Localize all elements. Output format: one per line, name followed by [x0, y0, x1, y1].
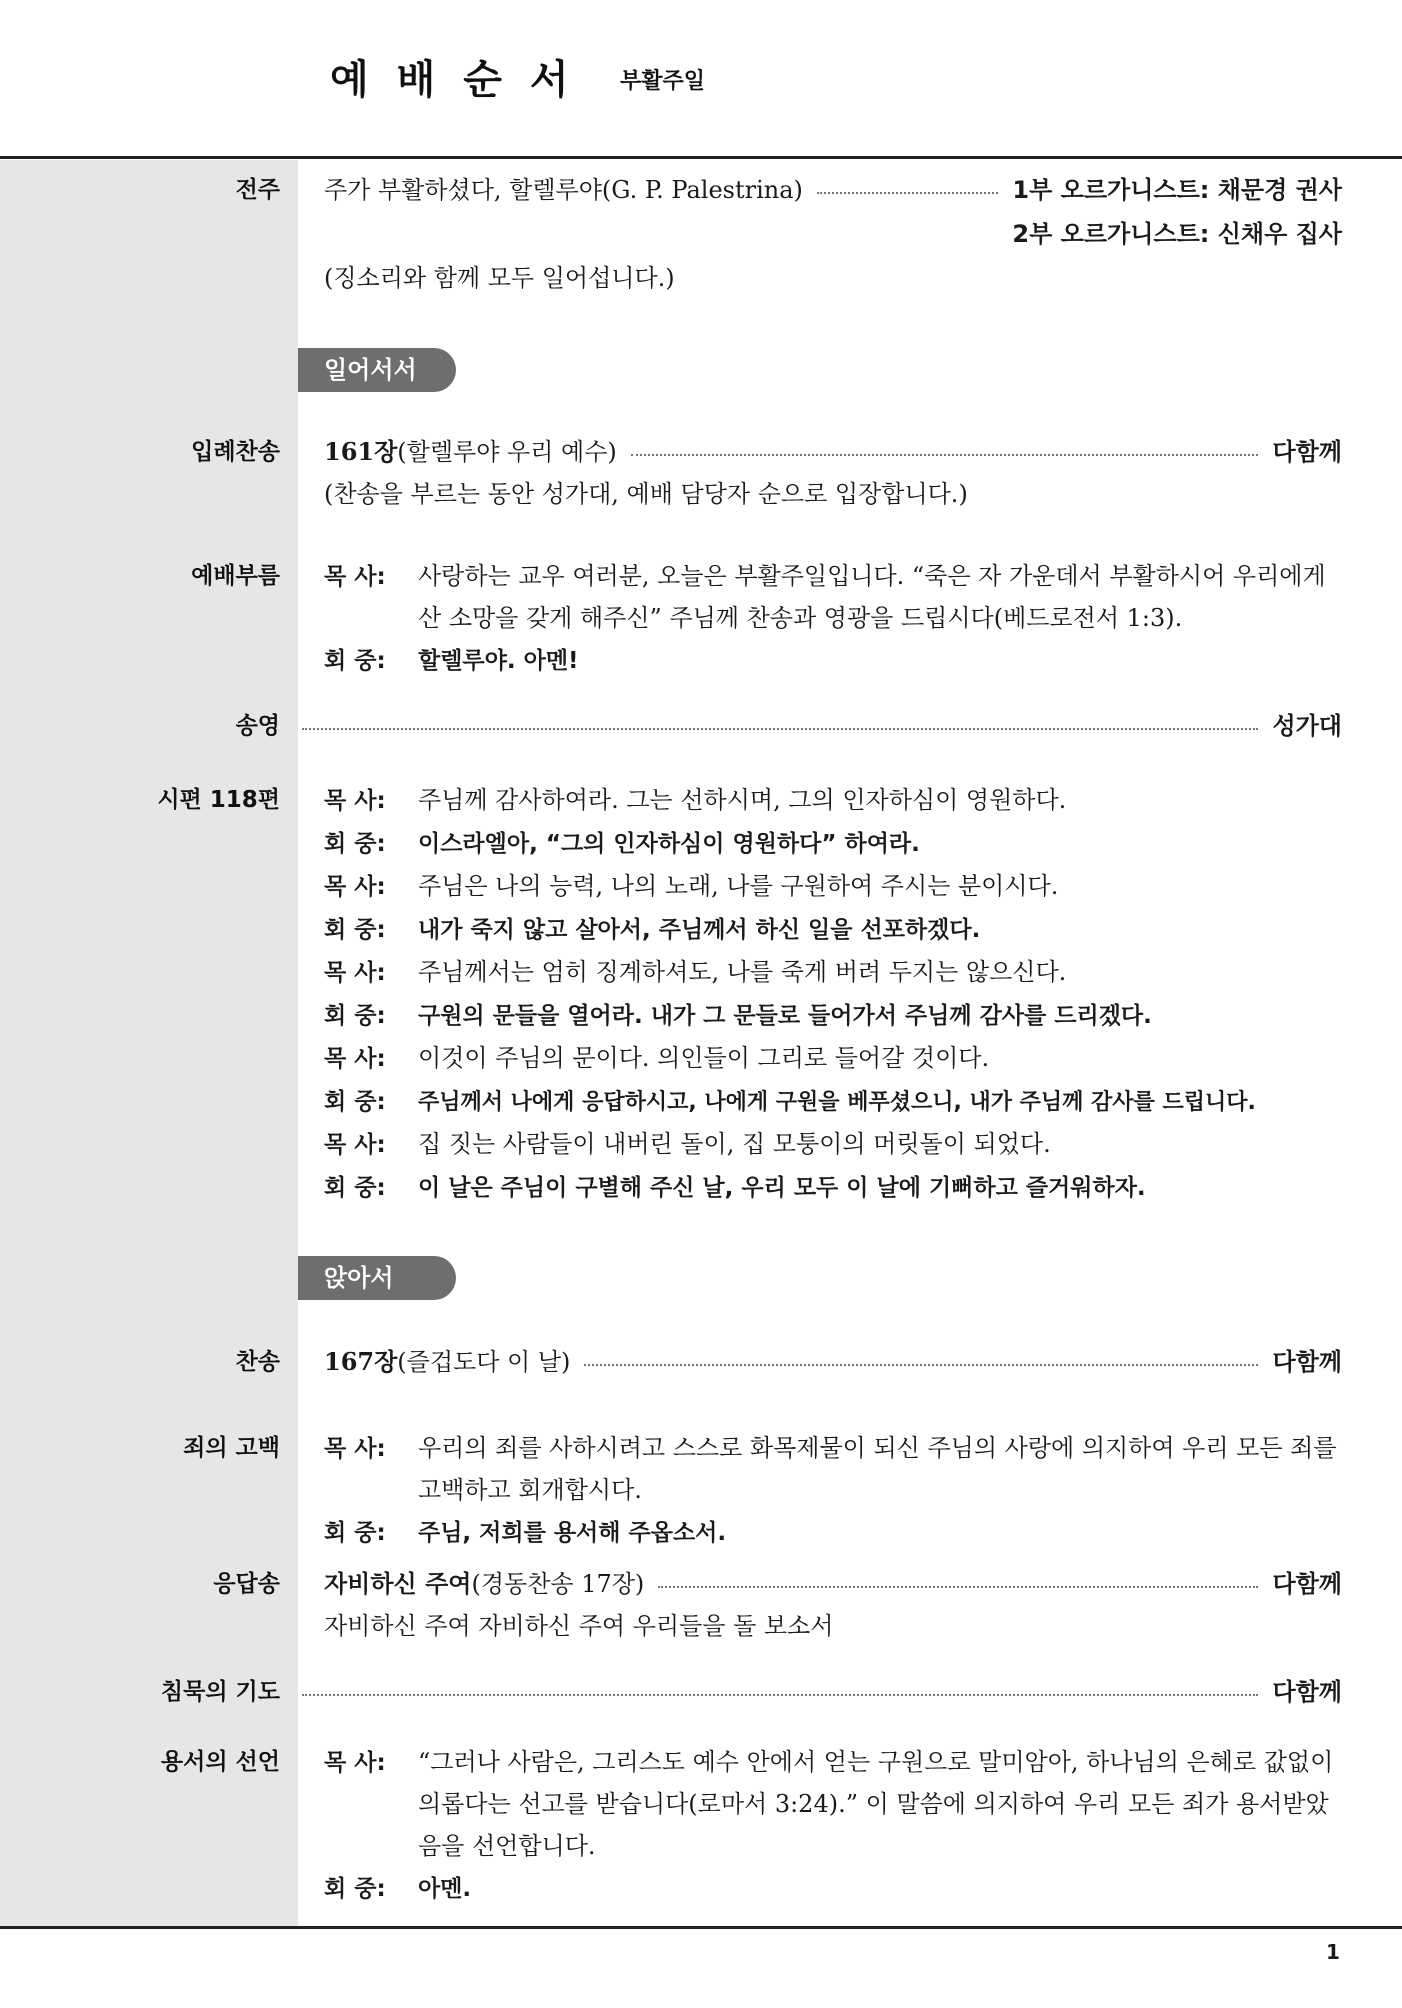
performer: 다함께	[1272, 438, 1342, 466]
section-label: 시편 118편	[157, 787, 280, 813]
top-rule	[0, 156, 1402, 159]
speaker: 회 중:	[324, 1175, 386, 1201]
litany-text: “그러나 사람은, 그리스도 예수 안에서 얻는 구원으로 말미암아, 하나님의 은혜로 값없이	[418, 1748, 1334, 1776]
litany-continuation: 음을 선언합니다.	[418, 1832, 596, 1860]
litany-line	[324, 1167, 1342, 1208]
speaker: 목 사:	[324, 1132, 386, 1158]
dot-leader	[584, 1364, 1258, 1366]
hymn-number: 167장	[324, 1347, 398, 1376]
section-label: 송영	[235, 713, 280, 739]
page-title: 예배순서	[330, 57, 597, 103]
litany-continuation: 고백하고 회개합시다.	[418, 1476, 642, 1504]
label-column	[0, 160, 298, 1926]
litany-text: 사랑하는 교우 여러분, 오늘은 부활주일입니다. “죽은 자 가운데서 부활하시어 우리에게	[418, 562, 1326, 590]
response-line	[324, 1564, 1342, 1604]
performer-2-line	[324, 214, 1342, 254]
litany-continuation: 의롭다는 선고를 받습니다(로마서 3:24).” 이 말씀에 의지하여 우리 모든 죄가 용서받았	[418, 1790, 1329, 1818]
section-label: 전주	[235, 177, 280, 203]
litany-text: 집 짓는 사람들이 내버린 돌이, 집 모퉁이의 머릿돌이 되었다.	[418, 1130, 1051, 1158]
litany-line	[324, 1038, 1342, 1079]
section-label: 침묵의 기도	[160, 1679, 280, 1705]
section-label: 찬송	[235, 1349, 280, 1375]
speaker: 목 사:	[324, 960, 386, 986]
dot-leader	[658, 1586, 1258, 1588]
speaker: 회 중:	[324, 1520, 386, 1546]
litany-text: 주님께서 나에게 응답하시고, 나에게 구원을 베푸셨으니, 내가 주님께 감사를 드립니다.	[418, 1090, 1256, 1115]
performer-2: 2부 오르가니스트: 신채우 집사	[1012, 220, 1342, 248]
bottom-rule	[0, 1926, 1402, 1929]
page-number: 1	[1326, 1940, 1340, 1964]
speaker: 회 중:	[324, 1876, 386, 1902]
speaker: 목 사:	[324, 788, 386, 814]
performer-1: 1부 오르가니스트: 채문경 권사	[1012, 176, 1342, 204]
litany-text: 주님께서는 엄히 징계하셔도, 나를 죽게 버려 두지는 않으신다.	[418, 958, 1067, 986]
section-tab-stand: 일어서서	[298, 348, 456, 392]
hymn-title: (즐겁도다 이 날)	[397, 1348, 571, 1376]
litany-line	[324, 952, 1342, 993]
litany-text: 주님께 감사하여라. 그는 선하시며, 그의 인자하심이 영원하다.	[418, 786, 1067, 814]
litany-line	[324, 1081, 1342, 1123]
speaker: 회 중:	[324, 831, 386, 857]
litany-text: 할렐루야. 아멘!	[418, 648, 579, 674]
prelude-piece: 주가 부활하셨다, 할렐루야(G. P. Palestrina)	[324, 176, 803, 204]
performer: 다함께	[1272, 1348, 1342, 1376]
section-label: 입례찬송	[191, 439, 280, 465]
prelude-note: (징소리와 함께 모두 일어섭니다.)	[324, 264, 675, 292]
silent-prayer-line	[298, 1672, 1342, 1712]
litany-line	[324, 556, 1342, 597]
speaker: 목 사:	[324, 1436, 386, 1462]
litany-line	[324, 780, 1342, 821]
processional-line	[324, 432, 1342, 472]
litany-continuation: 산 소망을 갖게 해주신” 주님께 찬송과 영광을 드립시다(베드로전서 1:3).	[418, 604, 1183, 632]
litany-line	[324, 866, 1342, 907]
speaker: 회 중:	[324, 648, 386, 674]
litany-text: 이것이 주님의 문이다. 의인들이 그리로 들어갈 것이다.	[418, 1044, 990, 1072]
litany-text: 이스라엘아, “그의 인자하심이 영원하다” 하여라.	[418, 831, 920, 857]
litany-text: 우리의 죄를 사하시려고 스스로 화목제물이 되신 주님의 사랑에 의지하여 우리 모든 죄를	[418, 1434, 1337, 1462]
page-subtitle: 부활주일	[620, 69, 706, 94]
hymn-number: 161장	[324, 437, 398, 466]
litany-text: 주님, 저희를 용서해 주옵소서.	[418, 1520, 727, 1546]
dot-leader	[817, 192, 999, 194]
performer: 다함께	[1272, 1678, 1342, 1706]
litany-line	[324, 1428, 1342, 1469]
litany-line	[324, 1512, 1342, 1553]
response-ref: (경동찬송 17장)	[471, 1570, 645, 1598]
litany-line	[324, 640, 1342, 681]
performer: 다함께	[1272, 1570, 1342, 1598]
speaker: 목 사:	[324, 564, 386, 590]
speaker: 회 중:	[324, 917, 386, 943]
speaker: 목 사:	[324, 1046, 386, 1072]
speaker: 목 사:	[324, 1750, 386, 1776]
dot-leader	[631, 454, 1259, 456]
section-label: 응답송	[213, 1571, 280, 1597]
performer: 성가대	[1272, 712, 1342, 740]
litany-line	[324, 1868, 1342, 1909]
litany-line	[324, 995, 1342, 1036]
speaker: 목 사:	[324, 874, 386, 900]
litany-text: 이 날은 주님이 구별해 주신 날, 우리 모두 이 날에 기뻐하고 즐거워하자.	[418, 1175, 1146, 1201]
section-label: 용서의 선언	[160, 1749, 280, 1775]
processional-note: (찬송을 부르는 동안 성가대, 예배 담당자 순으로 입장합니다.)	[324, 480, 968, 508]
response-lyrics: 자비하신 주여 자비하신 주여 우리들을 돌 보소서	[324, 1612, 834, 1640]
litany-line	[324, 909, 1342, 950]
section-label: 죄의 고백	[183, 1435, 280, 1461]
hymn-line	[324, 1342, 1342, 1382]
litany-text: 주님은 나의 능력, 나의 노래, 나를 구원하여 주시는 분이시다.	[418, 872, 1059, 900]
litany-text: 아멘.	[418, 1876, 472, 1902]
speaker: 회 중:	[324, 1003, 386, 1029]
hymn-title: (할렐루야 우리 예수)	[397, 438, 617, 466]
litany-line	[324, 1124, 1342, 1165]
response-song: 자비하신 주여	[324, 1570, 472, 1598]
litany-text: 내가 죽지 않고 살아서, 주님께서 하신 일을 선포하겠다.	[418, 917, 981, 943]
litany-line	[324, 823, 1342, 864]
litany-text: 구원의 문들을 열어라. 내가 그 문들로 들어가서 주님께 감사를 드리겠다.	[418, 1003, 1152, 1029]
dot-leader	[302, 1694, 1258, 1696]
section-tab-sit: 앉아서	[298, 1256, 456, 1300]
dot-leader	[302, 728, 1258, 730]
speaker: 회 중:	[324, 1089, 386, 1115]
prelude-line	[324, 170, 1342, 210]
doxology-line	[298, 706, 1342, 746]
litany-line	[324, 1742, 1342, 1783]
section-label: 예배부름	[191, 563, 280, 589]
